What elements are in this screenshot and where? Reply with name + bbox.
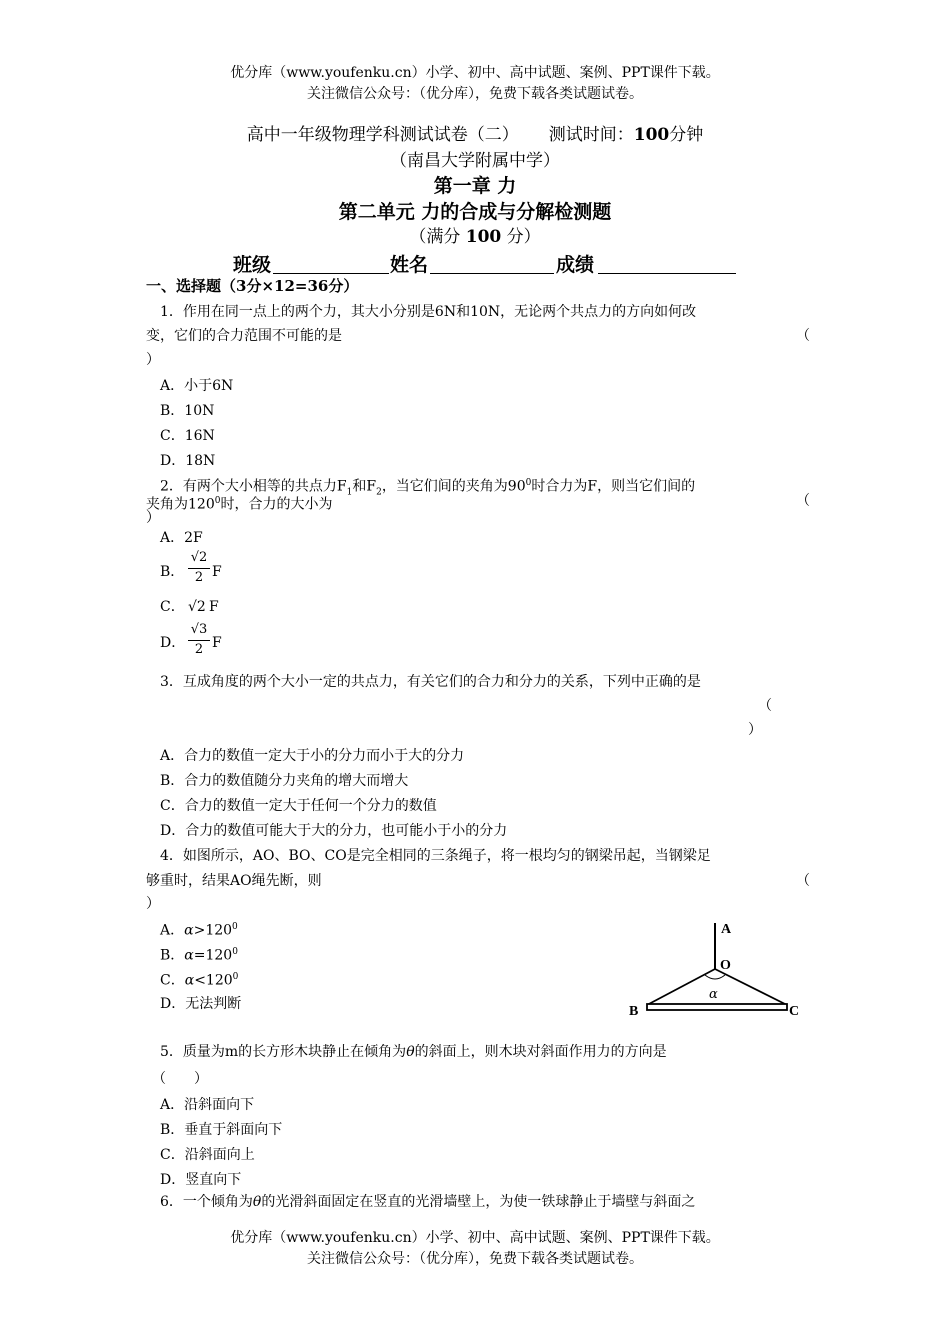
q1-line-2: 变，它们的合力范围不可能的是 (146, 328, 342, 344)
denominator: 2 (194, 642, 204, 657)
sqrt3-numerator: √3 (190, 622, 208, 637)
sqrt2-numerator: √2 (190, 550, 208, 565)
class-blank[interactable] (273, 273, 389, 274)
q3-option-a: A．合力的数值一定大于小的分力而小于大的分力 (160, 748, 465, 764)
q1-option-a: A．小于6N (160, 378, 234, 394)
label-a: A (721, 922, 732, 937)
grade-blank[interactable] (598, 273, 736, 274)
full-score (0, 226, 950, 248)
score-value: 100 (465, 227, 502, 247)
class-label: 班级 (233, 254, 272, 276)
school-name: （南昌大学附属中学） (390, 151, 560, 171)
q1-paren-close: ） (146, 352, 160, 368)
footer-line-1: 优分库（www.youfenku.cn）小学、初中、高中试题、案例、PPT课件下载。 (230, 1230, 720, 1246)
steel-beam (647, 1004, 787, 1010)
q4-line-2: 够重时，结果AO绳先断，则 (146, 873, 322, 889)
q5-option-a: A．沿斜面向下 (160, 1097, 255, 1113)
q3-option-d: D．合力的数值可能大于大的分力，也可能小于小的分力 (160, 823, 508, 839)
q3-paren-open: （ (758, 698, 772, 714)
q2-option-c-label: C． (160, 599, 185, 615)
q3-option-b: B．合力的数值随分力夹角的增大而增大 (160, 773, 409, 789)
q2-option-c-sqrt: √2 (188, 599, 206, 615)
q3-paren-close: ） (748, 722, 762, 738)
grade-label: 成绩 (556, 254, 595, 276)
q2-option-b-label: B． (160, 564, 185, 580)
q2-option-a: A．2F (160, 530, 203, 546)
q4-option-b: B．$\alpha=120^0$ (160, 947, 238, 964)
q5-option-d: D．竖直向下 (160, 1172, 242, 1188)
angle-arc (705, 975, 725, 979)
q1-option-c: C．16N (160, 428, 215, 444)
q2-option-c-f: F (209, 599, 219, 615)
header-line-2: 关注微信公众号：（优分库），免费下载各类试题试卷。 (307, 86, 643, 102)
exam-title: 高中一年级物理学科测试试卷（二） (246, 125, 519, 145)
q3-option-c: C．合力的数值一定大于任何一个分力的数值 (160, 798, 437, 814)
q5-option-c: C．沿斜面向上 (160, 1147, 255, 1163)
section-heading: 一、选择题（3分×12=36分） (146, 277, 359, 295)
test-time-value: 100 (633, 125, 670, 145)
label-c: C (789, 1004, 800, 1019)
rope-co (715, 969, 787, 1005)
header-line-1: 优分库（www.youfenku.cn）小学、初中、高中试题、案例、PPT课件下载。 (230, 65, 720, 81)
rope-bo (647, 969, 715, 1005)
q2-paren-open: （ (796, 493, 810, 509)
q4-option-a: A．$\alpha>120^0$ (160, 922, 238, 939)
q2-line-2: 夹角为$120^0$时，合力的大小为 (146, 496, 333, 513)
q1-option-d: D．18N (160, 453, 216, 469)
q5-line-2: （ ） (152, 1071, 208, 1087)
q1-line-1: 1．作用在同一点上的两个力，其大小分别是6N和10N，无论两个共点力的方向如何改 (160, 304, 697, 320)
unit-title: 第二单元 力的合成与分解检测题 (338, 201, 612, 223)
name-blank[interactable] (430, 273, 554, 274)
q6-line-1: 6．一个倾角为θ的光滑斜面固定在竖直的光滑墙壁上，为使一铁球静止于墙壁与斜面之 (160, 1194, 696, 1210)
q1-paren-open: （ (796, 328, 810, 344)
q4-option-d: D．无法判断 (160, 996, 242, 1012)
exam-title-line (0, 124, 950, 146)
q2-paren-close: ） (146, 510, 160, 526)
q4-line-1: 4．如图所示，AO、BO、CO是完全相同的三条绳子，将一根均匀的钢梁吊起，当钢梁足 (160, 848, 711, 864)
q2-option-b-f: F (212, 564, 222, 580)
test-time-unit: 分钟 (669, 125, 704, 145)
label-b: B (629, 1004, 639, 1019)
test-time-label: 测试时间： (548, 125, 634, 145)
q4-paren-close: ） (146, 896, 160, 912)
q5-option-b: B．垂直于斜面向下 (160, 1122, 283, 1138)
q1-option-b: B．10N (160, 403, 215, 419)
name-label: 姓名 (390, 254, 429, 276)
q2-option-d-f: F (212, 635, 222, 651)
q2-option-d-label: D． (160, 635, 186, 651)
q4-option-c: C．$\alpha<120^0$ (160, 972, 239, 989)
q3-line-1: 3．互成角度的两个大小一定的共点力，有关它们的合力和分力的关系，下列中正确的是 (160, 674, 701, 690)
q4-figure (625, 915, 805, 1025)
score-suffix: 分） (506, 227, 541, 247)
chapter-title: 第一章 力 (433, 175, 517, 197)
q4-paren-open: （ (796, 873, 810, 889)
denominator: 2 (194, 570, 204, 585)
footer-line-2: 关注微信公众号：（优分库），免费下载各类试题试卷。 (307, 1251, 643, 1267)
label-o: O (720, 958, 731, 973)
score-prefix: （满分 (409, 227, 461, 247)
label-alpha: α (709, 987, 718, 1002)
q5-line-1: 5．质量为m的长方形木块静止在倾角为θ的斜面上，则木块对斜面作用力的方向是 (160, 1044, 667, 1060)
q2-line-1: 2．有两个大小相等的共点力$F_1$和$F_2$，当它们间的夹角为$90^0$时合力为F，则当它们间的 (160, 478, 696, 498)
